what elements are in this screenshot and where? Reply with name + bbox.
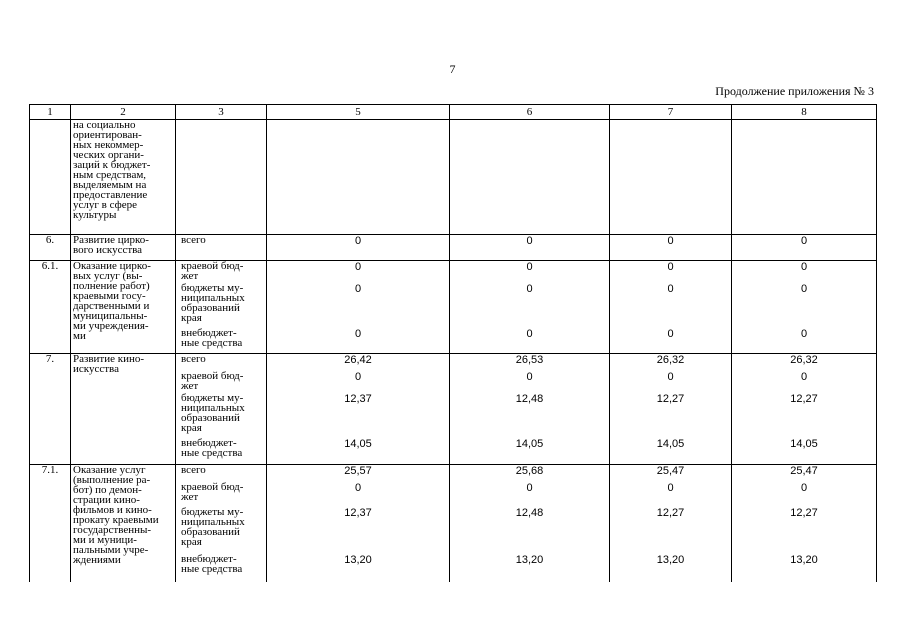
value-cell: 25,47 <box>732 465 877 482</box>
value-cell: 12,37 <box>267 393 450 438</box>
funding-source: внебюджет- ные средства <box>176 554 267 582</box>
table-row <box>30 354 877 371</box>
activity-name: Оказание услуг (выполнение ра- бот) по демон- страции кино- фильмов и кино- прокату краевыми государственны- ми и муници- пальными учре- ждениями <box>71 465 176 582</box>
value-cell: 13,20 <box>610 554 732 582</box>
value-cell: 12,27 <box>610 393 732 438</box>
value-cell: 0 <box>610 235 732 261</box>
funding-source: всего <box>176 465 267 482</box>
table-body <box>30 120 877 582</box>
header-cell: 1 <box>30 105 71 120</box>
row-number: 7.1. <box>30 465 71 582</box>
value-cell: 12,48 <box>450 507 610 554</box>
funding-source <box>176 120 267 235</box>
header-cell: 7 <box>610 105 732 120</box>
value-cell: 25,57 <box>267 465 450 482</box>
activity-name: Развитие цирко- вого искусства <box>71 235 176 261</box>
funding-source: внебюджет- ные средства <box>176 438 267 465</box>
header-row <box>30 105 877 120</box>
header-cell: 6 <box>450 105 610 120</box>
value-cell: 13,20 <box>267 554 450 582</box>
value-cell: 12,27 <box>610 507 732 554</box>
header-cell: 2 <box>71 105 176 120</box>
value-cell: 25,68 <box>450 465 610 482</box>
activity-name: Оказание цирко- вых услуг (вы- полнение работ) краевыми госу- дарственными и муниципальны- ми учреждения- ми <box>71 261 176 354</box>
funding-source: бюджеты му- ниципальных образований края <box>176 507 267 554</box>
funding-source: краевой бюд- жет <box>176 482 267 507</box>
row-number: 7. <box>30 354 71 465</box>
row-number <box>30 120 71 235</box>
value-cell: 0 <box>267 482 450 507</box>
value-cell: 0 <box>450 371 610 393</box>
value-cell <box>610 120 732 235</box>
value-cell: 0 <box>732 261 877 283</box>
value-cell: 0 <box>610 371 732 393</box>
funding-source: краевой бюд- жет <box>176 371 267 393</box>
value-cell: 0 <box>732 371 877 393</box>
value-cell: 0 <box>267 235 450 261</box>
value-cell: 12,27 <box>732 393 877 438</box>
funding-source: всего <box>176 235 267 261</box>
value-cell: 0 <box>450 235 610 261</box>
value-cell: 0 <box>610 283 732 328</box>
value-cell: 0 <box>732 235 877 261</box>
value-cell: 14,05 <box>267 438 450 465</box>
value-cell: 0 <box>450 328 610 354</box>
activity-name: Развитие кино- искусства <box>71 354 176 465</box>
value-cell: 0 <box>732 482 877 507</box>
value-cell <box>450 120 610 235</box>
value-cell <box>267 120 450 235</box>
value-cell: 0 <box>267 261 450 283</box>
value-cell: 0 <box>267 283 450 328</box>
continuation-label: Продолжение приложения № 3 <box>715 84 874 98</box>
value-cell: 26,32 <box>732 354 877 371</box>
page-number: 7 <box>449 62 456 76</box>
value-cell: 0 <box>450 261 610 283</box>
value-cell: 14,05 <box>610 438 732 465</box>
table-row <box>30 235 877 261</box>
funding-source: бюджеты му- ниципальных образований края <box>176 393 267 438</box>
value-cell: 12,27 <box>732 507 877 554</box>
value-cell: 12,37 <box>267 507 450 554</box>
value-cell: 14,05 <box>732 438 877 465</box>
table-row <box>30 261 877 283</box>
value-cell: 12,48 <box>450 393 610 438</box>
value-cell: 0 <box>450 482 610 507</box>
value-cell: 26,42 <box>267 354 450 371</box>
header-cell: 5 <box>267 105 450 120</box>
row-number: 6.1. <box>30 261 71 354</box>
value-cell: 0 <box>267 371 450 393</box>
funding-source: всего <box>176 354 267 371</box>
header-cell: 3 <box>176 105 267 120</box>
funding-source: внебюджет- ные средства <box>176 328 267 354</box>
value-cell: 0 <box>610 482 732 507</box>
value-cell: 13,20 <box>450 554 610 582</box>
value-cell: 0 <box>450 283 610 328</box>
header-cell: 8 <box>732 105 877 120</box>
value-cell: 13,20 <box>732 554 877 582</box>
value-cell: 26,32 <box>610 354 732 371</box>
value-cell: 0 <box>267 328 450 354</box>
value-cell: 0 <box>610 261 732 283</box>
table-row <box>30 120 877 235</box>
value-cell: 0 <box>732 328 877 354</box>
activity-name: на социально ориентирован- ных некоммер- ческих органи- заций к бюджет- ным средствам, выделяемым на предоставление услуг в сфере культуры <box>71 120 176 235</box>
funding-source: бюджеты му- ниципальных образований края <box>176 283 267 328</box>
value-cell: 0 <box>732 283 877 328</box>
table-row <box>30 465 877 482</box>
funding-source: краевой бюд- жет <box>176 261 267 283</box>
row-number: 6. <box>30 235 71 261</box>
budget-table <box>29 104 877 582</box>
value-cell: 14,05 <box>450 438 610 465</box>
value-cell: 25,47 <box>610 465 732 482</box>
value-cell <box>732 120 877 235</box>
value-cell: 26,53 <box>450 354 610 371</box>
value-cell: 0 <box>610 328 732 354</box>
